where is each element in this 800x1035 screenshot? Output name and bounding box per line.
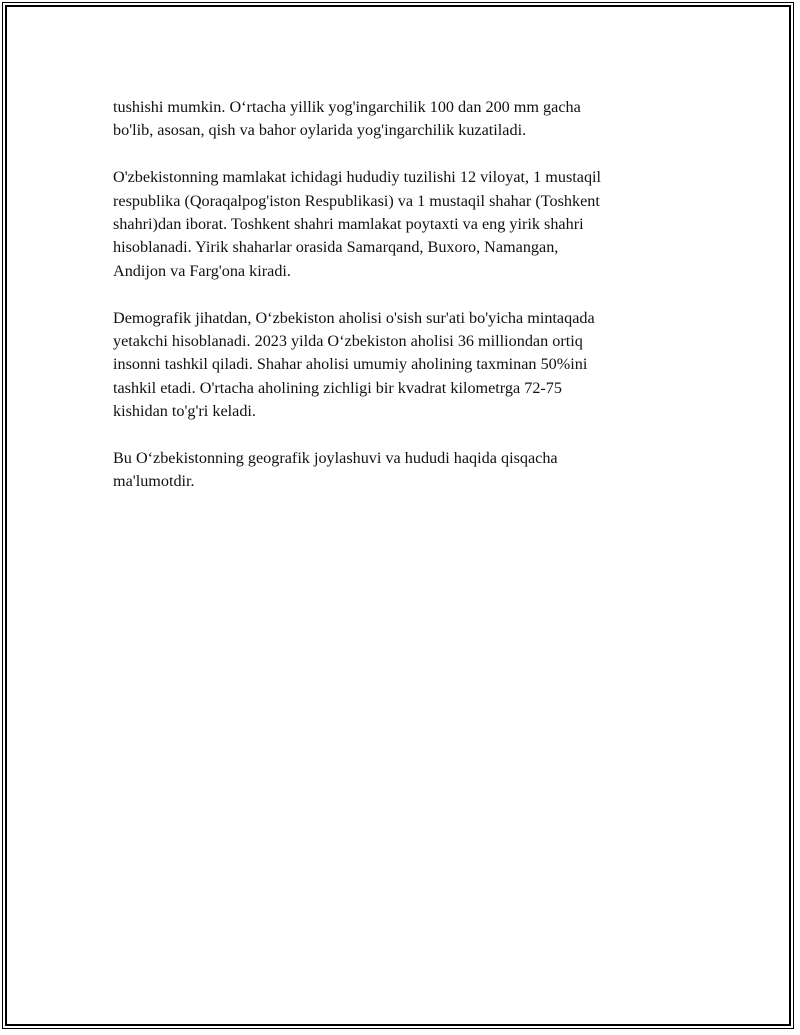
paragraph-administrative-division: O'zbekistonning mamlakat ichidagi hududiy tuzilishi 12 viloyat, 1 mustaqil respublika (Qoraqalpog'iston Respublikasi) va 1 mustaqil shahar (Toshkent shahri)dan iborat. Toshkent shahri mamlakat poytaxti va eng yirik shahri hisoblanadi. Yirik shaharlar orasida Samarqand, Buxoro, Namangan, Andijon va Farg'ona kiradi. <box>113 168 602 280</box>
document-body <box>113 96 673 517</box>
paragraph-conclusion: Bu O‘zbekistonning geografik joylashuvi va hududi haqida qisqacha ma'lumotdir. <box>113 449 558 491</box>
paragraph-demographics: Demografik jihatdan, O‘zbekiston aholisi o'sish sur'ati bo'yicha mintaqada yetakchi hisoblanadi. 2023 yilda O‘zbekiston aholisi 36 milliondan ortiq insonni tashkil qiladi. Shahar aholisi umumiy aholining taxminan 50%ini tashkil etadi. O'rtacha aholining zichligi bir kvadrat kilometrga 72-75 kishidan to'g'ri keladi. <box>113 308 595 421</box>
paragraph-precipitation: tushishi mumkin. O‘rtacha yillik yog'ingarchilik 100 dan 200 mm gacha bo'lib, asosan, qish va bahor oylarida yog'ingarchilik kuzatiladi. <box>113 98 581 140</box>
